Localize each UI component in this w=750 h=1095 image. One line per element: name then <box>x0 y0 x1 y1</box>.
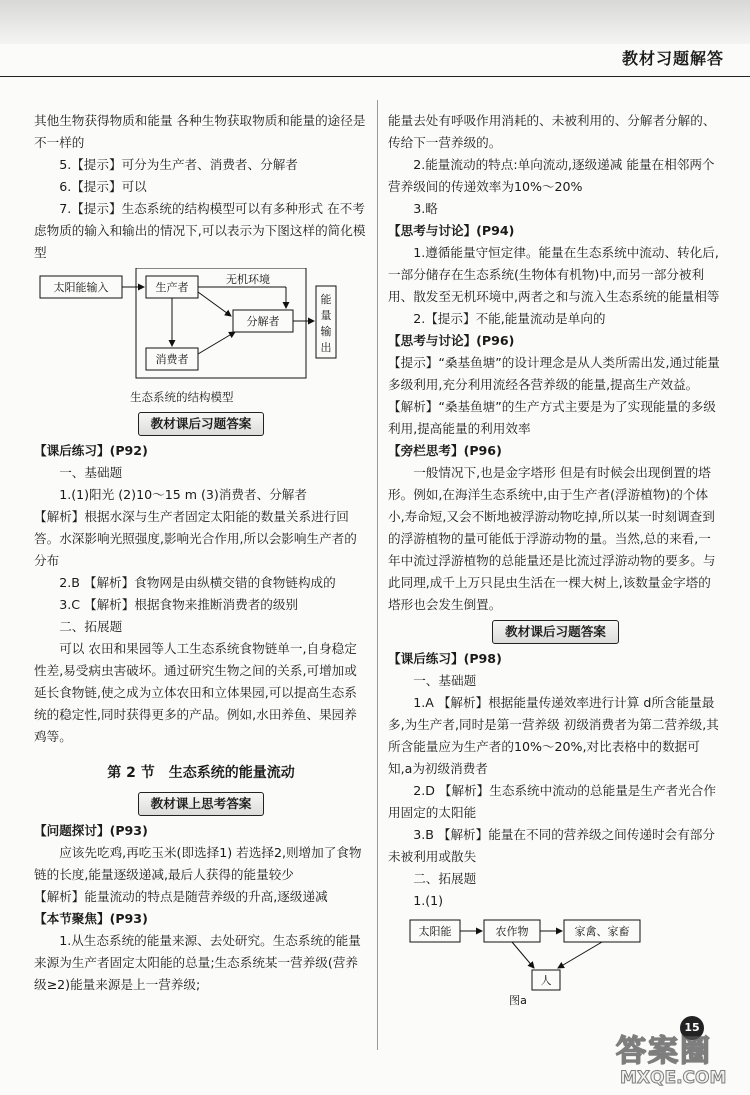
answer-1: 1.(1)阳光 (2)10～15 m (3)消费者、分解者 <box>59 487 307 502</box>
header-rule <box>0 76 750 77</box>
answer-7: 7.【提示】生态系统的结构模型可以有多种形式 在不考虑物质的输入和输出的情况下,可以表示为下图这样的简化模型 <box>34 201 366 260</box>
livestock-label: 家禽、家畜 <box>574 925 630 938</box>
arrow-consumer-to-decomposer <box>198 332 235 354</box>
right-column <box>388 110 723 1006</box>
question-heading: 【问题探讨】(P93) <box>34 823 148 838</box>
analysis: 【解析】“桑基鱼塘”的生产方式主要是为了实现能量的多级利用,提高能量的利用效率 <box>388 399 716 436</box>
energy-output-char: 出 <box>320 341 332 354</box>
running-header-title: 教材习题解答 <box>621 49 724 68</box>
answer-3: 3.B 【解析】能量在不同的营养级之间传递时会有部分未被利用或散失 <box>388 827 715 864</box>
left-column <box>34 110 368 996</box>
subheading: 一、基础题 <box>59 465 123 480</box>
energy-output-char: 输 <box>320 325 332 338</box>
watermark-url: MXQE.COM <box>620 1068 727 1088</box>
watermark-logo <box>616 1026 750 1092</box>
subheading: 二、拓展题 <box>413 871 477 886</box>
answer-2: 2.B 【解析】食物网是由纵横交错的食物链构成的 <box>59 575 336 590</box>
arrow-crops-to-human <box>512 942 534 968</box>
abiotic-label: 无机环境 <box>226 273 270 286</box>
extension-answer: 可以 农田和果园等人工生态系统食物链单一,自身稳定性差,易受病虫害破坏。通过研究生物之间的关系,可增加或延长食物链,使之成为立体农田和立体果园,可以提高生态系统的稳定性,同时获得更多的产品。例如,水田养鱼、果园养鸡等。 <box>34 641 357 744</box>
energy-flow-diagram-a <box>406 916 706 1006</box>
watermark-text: 答案圈 <box>616 1034 712 1069</box>
figure-caption: 图a <box>509 994 527 1006</box>
ecosystem-structure-diagram <box>38 268 338 386</box>
discussion-answer: 2.【提示】不能,能量流动是单向的 <box>413 311 606 326</box>
discussion-heading: 【思考与讨论】(P94) <box>388 223 515 238</box>
sidebar-thinking-answer: 一般情况下,也是金字塔形 但是有时候会出现倒置的塔形。例如,在海洋生态系统中,由于生产者(浮游植物)的个体小,寿命短,又会不断地被浮游动物吃掉,所以某一时刻调查到的浮游植物的量可能低于浮游动物的量。当然,总的来看,一年中流过浮游植物的总能量还是比流过浮游动物的要多。与此同理,成千上万只昆虫生活在一棵大树上,该数量金字塔的塔形也会发生倒置。 <box>388 465 716 612</box>
focus-heading: 【本节聚焦】(P93) <box>34 911 148 926</box>
column-divider <box>377 100 378 1050</box>
paragraph: 能量去处有呼吸作用消耗的、未被利用的、分解者分解的、传给下一营养级的。 <box>388 113 716 150</box>
answer-1: 1.A 【解析】根据能量传递效率进行计算 d所含能量最多,为生产者,同时是第一营养级 初级消费者为第二营养级,其所含能量应为生产者的10%～20%,对比表格中的数据可知,a为初级消费者 <box>388 695 719 776</box>
section-banner: 教材课后习题答案 <box>492 620 619 644</box>
exercise-heading: 【课后练习】(P92) <box>34 443 148 458</box>
page-number: 15 <box>680 1016 704 1040</box>
question-answer: 应该先吃鸡,再吃玉米(即选择1) 若选择2,则增加了食物链的长度,能量逐级递减,最后人获得的能量较少 <box>34 845 362 882</box>
arrow-producer-to-decomposer <box>198 292 231 316</box>
human-label: 人 <box>540 974 552 987</box>
sun-input-label: 太阳能输入 <box>53 281 109 294</box>
answer-6: 6.【提示】可以 <box>59 179 147 194</box>
section-title: 第 2 节 生态系统的能量流动 <box>107 765 295 781</box>
producer-label: 生产者 <box>155 281 189 294</box>
sun-label: 太阳能 <box>418 925 452 938</box>
sidebar-thinking-heading: 【旁栏思考】(P96) <box>388 443 502 458</box>
consumer-label: 消费者 <box>155 353 189 366</box>
subheading: 二、拓展题 <box>59 619 123 634</box>
section-banner: 教材课上思考答案 <box>138 792 265 816</box>
answer-3: 3.C 【解析】根据食物来推断消费者的级别 <box>59 597 299 612</box>
subheading: 一、基础题 <box>413 673 477 688</box>
answer-3: 3.略 <box>413 201 438 216</box>
crops-label: 农作物 <box>495 925 529 938</box>
paragraph: 其他生物获得物质和能量 各种生物获取物质和能量的途径是不一样的 <box>34 113 366 150</box>
answer-2: 2.D 【解析】生态系统中流动的总能量是生产者光合作用固定的太阳能 <box>388 783 716 820</box>
energy-output-char: 量 <box>320 309 332 322</box>
arrow-livestock-to-human <box>558 942 602 968</box>
diagram-caption: 生态系统的结构模型 <box>130 390 234 404</box>
decomposer-label: 分解者 <box>246 315 280 328</box>
hint: 【提示】“桑基鱼塘”的设计理念是从人类所需出发,通过能量多级利用,充分利用流经各营养级的能量,提高生产效益。 <box>388 355 720 392</box>
header-band <box>0 0 750 44</box>
answer-2: 2.能量流动的特点:单向流动,逐级递减 能量在相邻两个营养级间的传递效率为10%～20% <box>388 157 715 194</box>
section-banner: 教材课后习题答案 <box>138 412 265 436</box>
analysis: 【解析】根据水深与生产者固定太阳能的数量关系进行回答。水深影响光照强度,影响光合作用,所以会影响生产者的分布 <box>34 509 357 568</box>
answer-5: 5.【提示】可分为生产者、消费者、分解者 <box>59 157 298 172</box>
extension-answer-1: 1.(1) <box>413 893 444 908</box>
exercise-heading: 【课后练习】(P98) <box>388 651 502 666</box>
focus-answer: 1.从生态系统的能量来源、去处研究。生态系统的能量来源为生产者固定太阳能的总量;生态系统某一营养级(营养级≥2)能量来源是上一营养级; <box>34 933 361 992</box>
analysis: 【解析】能量流动的特点是随营养级的升高,逐级递减 <box>34 889 328 904</box>
energy-output-char: 能 <box>320 293 332 306</box>
discussion-heading: 【思考与讨论】(P96) <box>388 333 515 348</box>
discussion-answer: 1.遵循能量守恒定律。能量在生态系统中流动、转化后,一部分储存在生态系统(生物体有机物)中,而另一部分被利用、散发至无机环境中,两者之和与流入生态系统的能量相等 <box>388 245 720 304</box>
